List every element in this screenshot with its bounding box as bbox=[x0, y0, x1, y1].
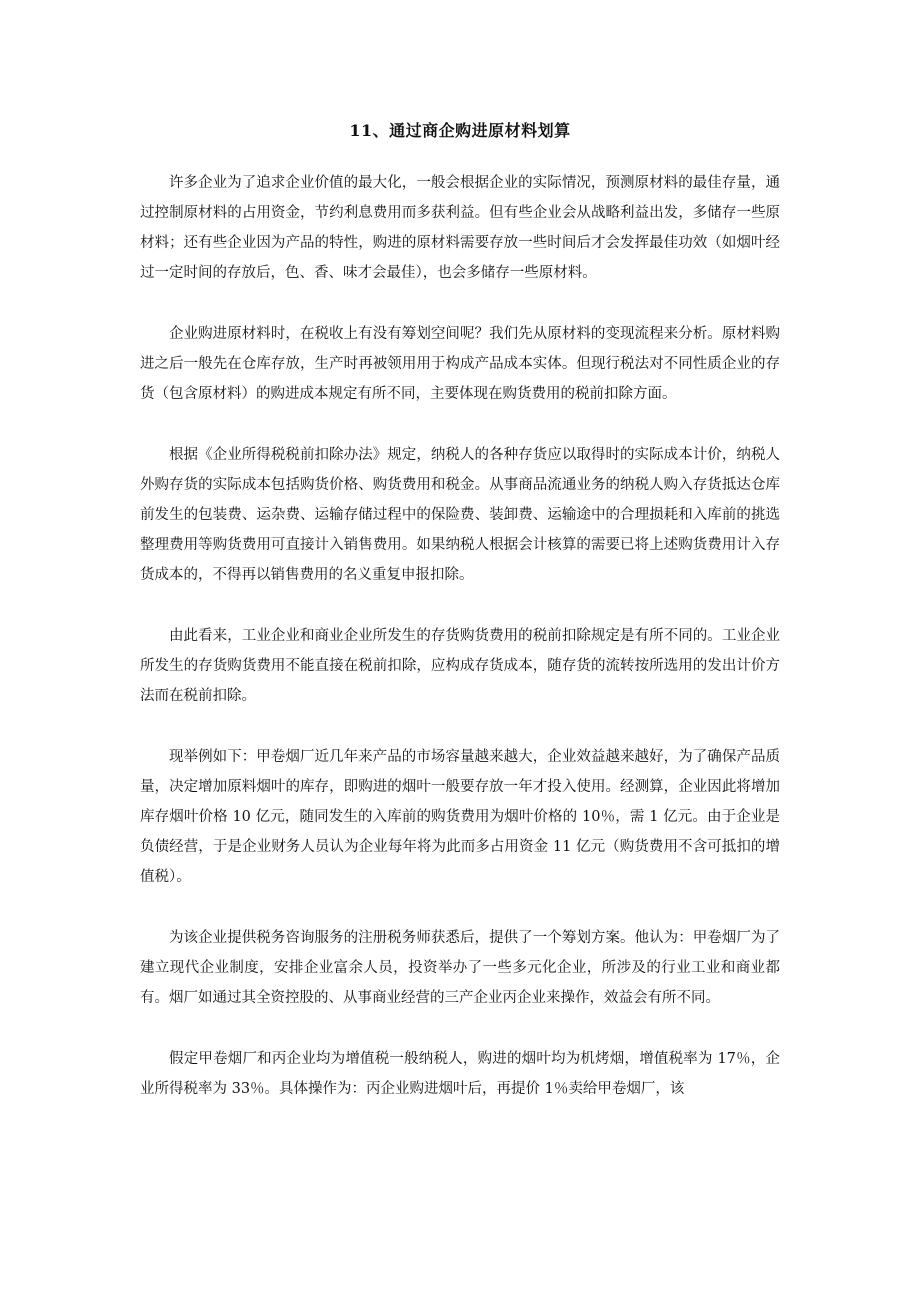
paragraph-4: 由此看来，工业企业和商业企业所发生的存货购货费用的税前扣除规定是有所不同的。工业企业所发生的存货购货费用不能直接在税前扣除，应构成存货成本，随存货的流转按所选用的发出计价方法而在税前扣除。 bbox=[140, 628, 780, 704]
document-body bbox=[140, 168, 780, 1135]
paragraph-3: 根据《企业所得税税前扣除办法》规定，纳税人的各种存货应以取得时的实际成本计价，纳税人外购存货的实际成本包括购货价格、购货费用和税金。从事商品流通业务的纳税人购入存货抵达仓库前发生的包装费、运杂费、运输存储过程中的保险费、装卸费、运输途中的合理损耗和入库前的挑选整理费用等购货费用可直接计入销售费用。如果纳税人根据会计核算的需要已将上述购货费用计入存货成本的，不得再以销售费用的名义重复申报扣除。 bbox=[140, 447, 780, 583]
paragraph-5: 现举例如下：甲卷烟厂近几年来产品的市场容量越来越大，企业效益越来越好，为了确保产品质量，决定增加原料烟叶的库存，即购进的烟叶一般要存放一年才投入使用。经测算，企业因此将增加库存烟叶价格 10 亿元，随同发生的入库前的购货费用为烟叶价格的 10％，需 1 亿元。由于企业是负债经营，于是企业财务人员认为企业每年将为此而多占用资金 11 亿元（购货费用不含可抵扣的增值税）。 bbox=[140, 749, 780, 885]
paragraph-7: 假定甲卷烟厂和丙企业均为增值税一般纳税人，购进的烟叶均为机烤烟，增值税率为 17％，企业所得税率为 33％。具体操作为：丙企业购进烟叶后，再提价 1％卖给甲卷烟厂，该 bbox=[140, 1051, 780, 1097]
document-title: 11、通过商企购进原材料划算 bbox=[349, 121, 571, 140]
paragraph-6: 为该企业提供税务咨询服务的注册税务师获悉后，提供了一个筹划方案。他认为：甲卷烟厂为了建立现代企业制度，安排企业富余人员，投资举办了一些多元化企业，所涉及的行业工业和商业都有。烟厂如通过其全资控股的、从事商业经营的三产企业丙企业来操作，效益会有所不同。 bbox=[140, 930, 780, 1006]
paragraph-2: 企业购进原材料时，在税收上有没有筹划空间呢？我们先从原材料的变现流程来分析。原材料购进之后一般先在仓库存放，生产时再被领用用于构成产品成本实体。但现行税法对不同性质企业的存货（包含原材料）的购进成本规定有所不同，主要体现在购货费用的税前扣除方面。 bbox=[140, 326, 780, 402]
paragraph-1: 许多企业为了追求企业价值的最大化，一般会根据企业的实际情况，预测原材料的最佳存量，通过控制原材料的占用资金，节约利息费用而多获利益。但有些企业会从战略利益出发，多储存一些原材料；还有些企业因为产品的特性，购进的原材料需要存放一些时间后才会发挥最佳功效（如烟叶经过一定时间的存放后，色、香、味才会最佳），也会多储存一些原材料。 bbox=[140, 175, 780, 281]
